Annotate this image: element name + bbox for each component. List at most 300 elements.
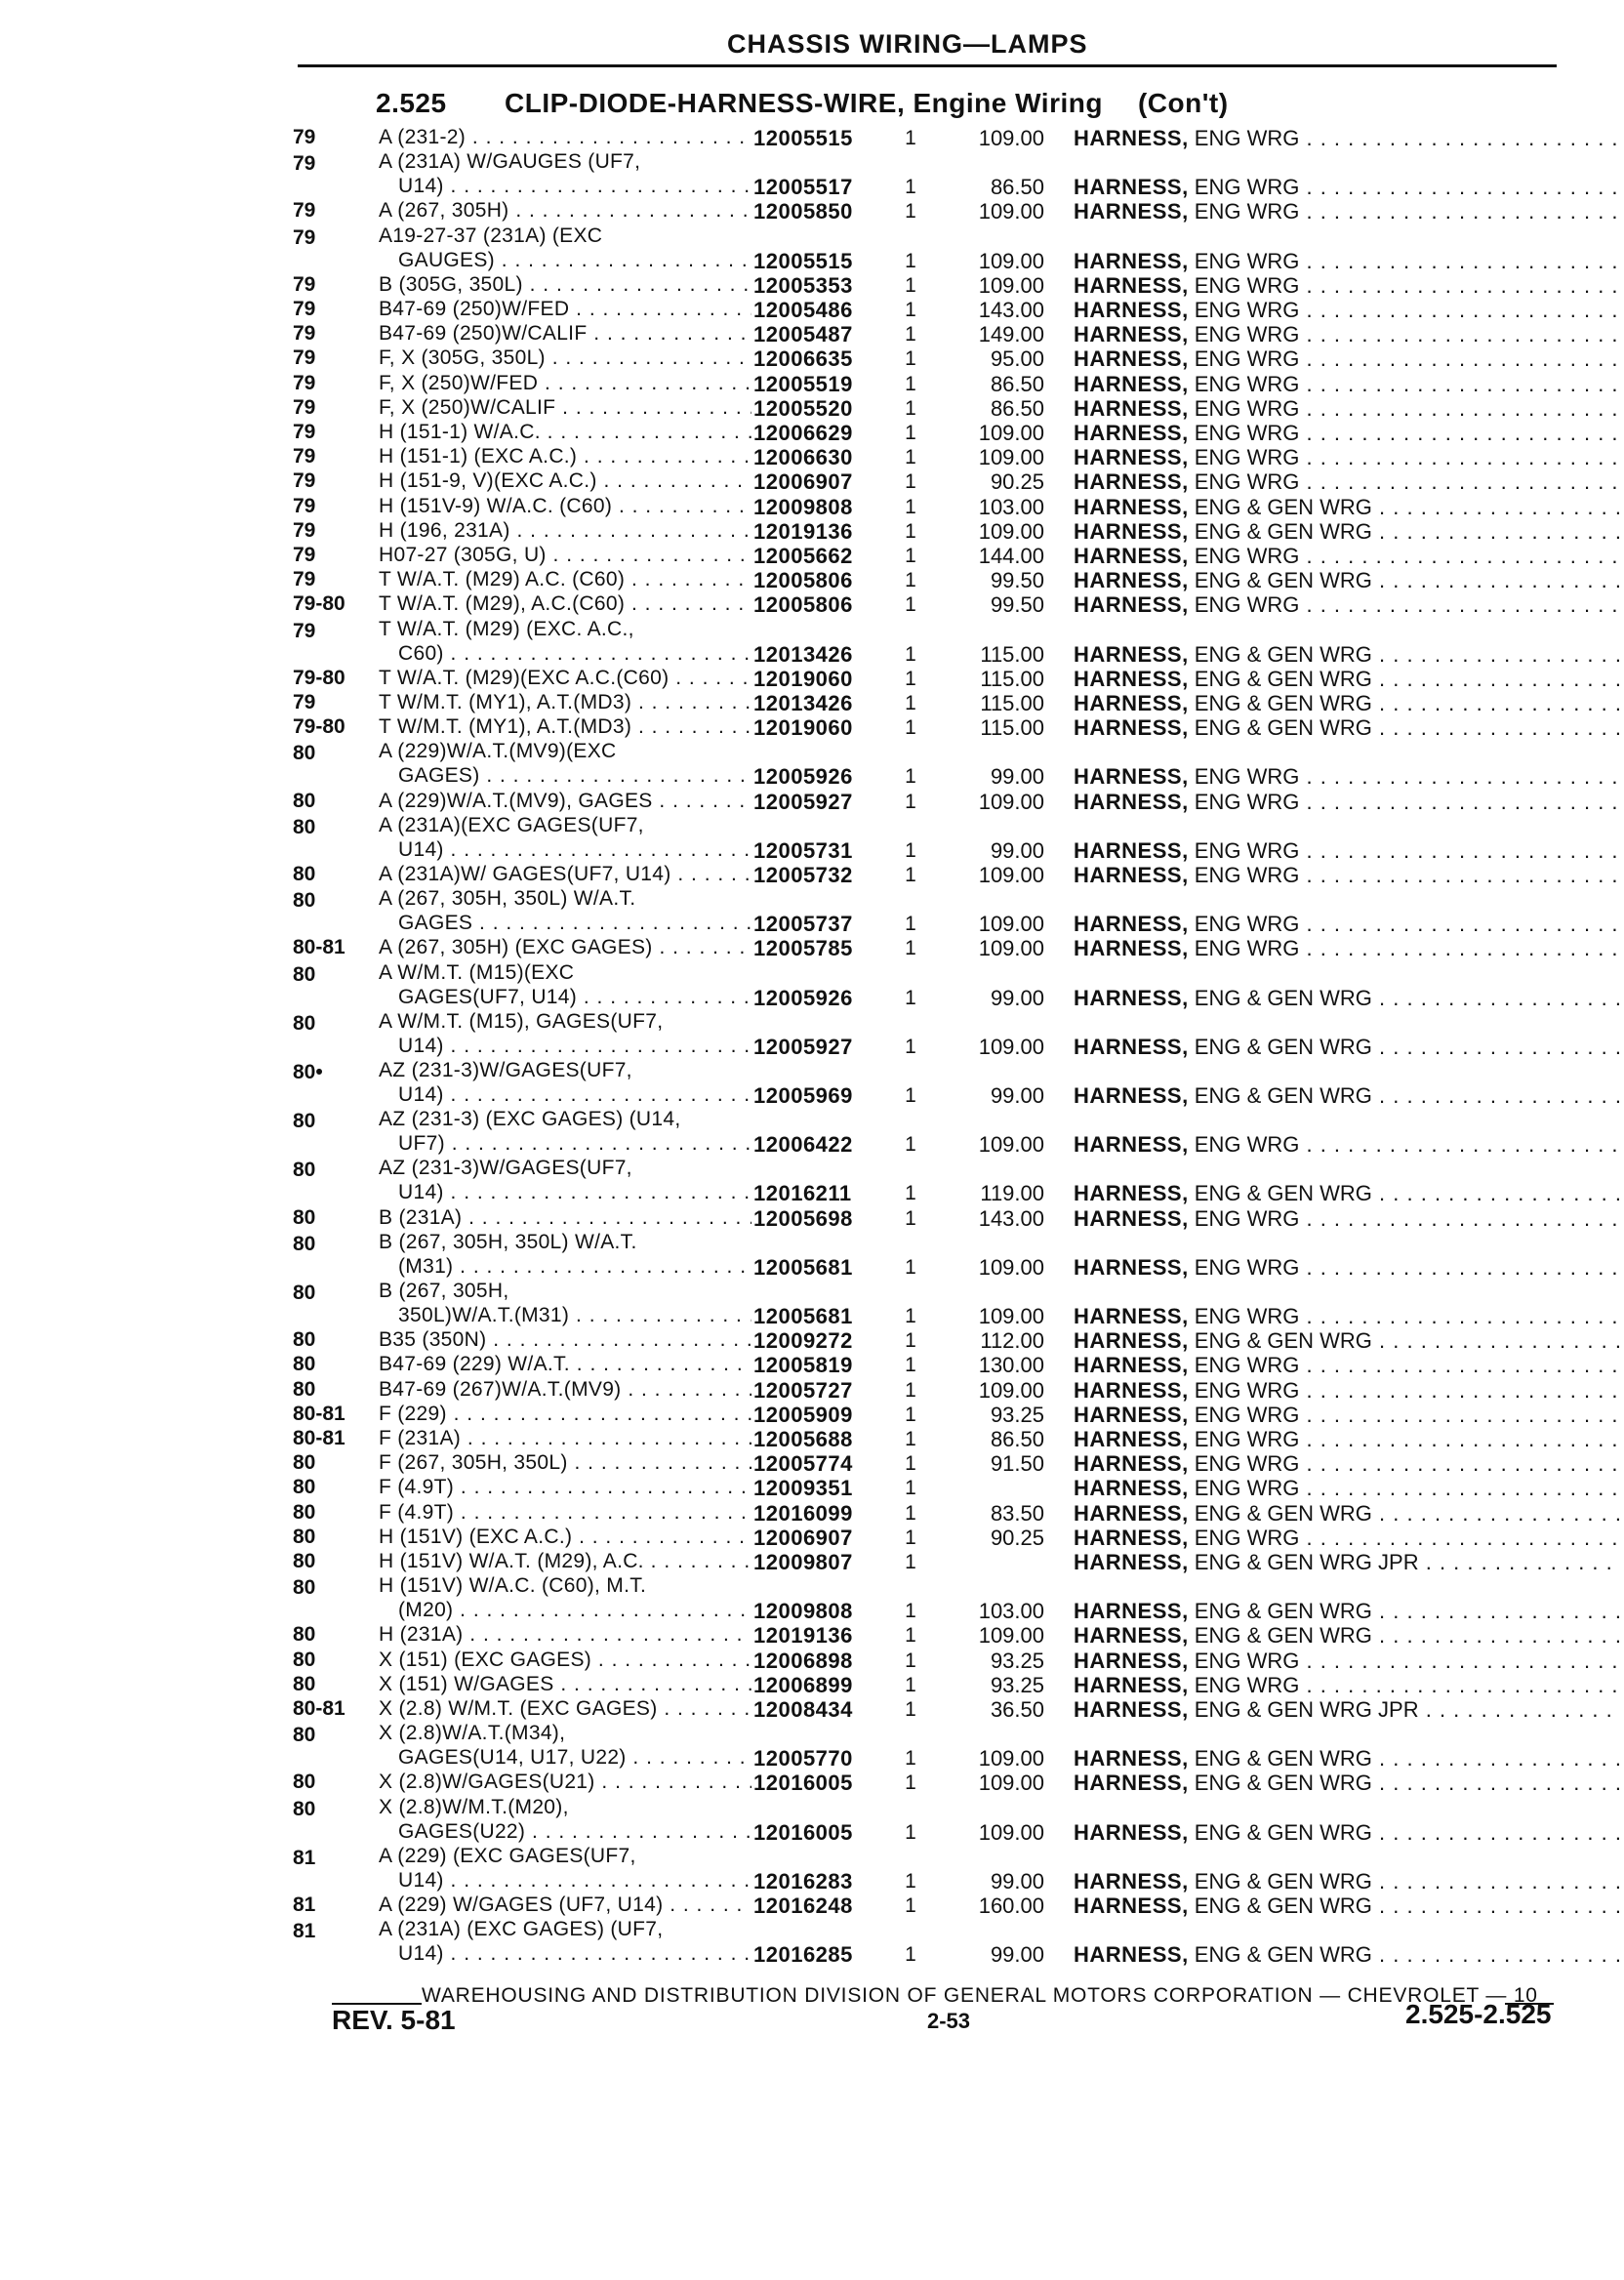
part-name xyxy=(1074,544,1620,568)
price: 109.00 xyxy=(978,272,1044,298)
part-name xyxy=(1074,1501,1620,1526)
application-description xyxy=(379,1573,751,1622)
price: 109.00 xyxy=(978,1623,1044,1649)
table-row xyxy=(293,1721,1581,1770)
quantity: 1 xyxy=(905,323,916,346)
table-row xyxy=(293,125,1581,149)
description-line: X (2.8) W/M.T. (EXC GAGES) . . . xyxy=(379,1696,751,1721)
description-line: U14) . . . xyxy=(379,1082,751,1107)
part-number: 12006899 xyxy=(753,1672,853,1697)
part-name-rest: ENG & GEN WRG . . . xyxy=(1189,1501,1620,1526)
price: 86.50 xyxy=(990,175,1044,200)
application-description xyxy=(379,739,751,788)
part-name xyxy=(1074,863,1620,887)
part-name xyxy=(1074,936,1620,960)
application-description xyxy=(379,1450,751,1475)
part-name-rest: ENG WRG . . . xyxy=(1189,544,1620,568)
application-description xyxy=(379,1893,751,1917)
part-name-bold: HARNESS, xyxy=(1074,395,1189,421)
part-name-rest: ENG & GEN WRG . . . xyxy=(1189,1623,1620,1648)
part-name-bold: HARNESS, xyxy=(1074,1942,1189,1968)
application-description xyxy=(379,567,751,591)
description-line: T W/A.T. (M29) (EXC. A.C., xyxy=(379,617,634,640)
part-number: 12005850 xyxy=(753,199,853,224)
part-name-bold: HARNESS, xyxy=(1074,1083,1189,1108)
table-row xyxy=(293,1230,1581,1279)
part-number: 12005486 xyxy=(753,298,853,322)
quantity: 1 xyxy=(905,545,916,567)
part-name xyxy=(1074,1255,1620,1280)
part-name-bold: HARNESS, xyxy=(1074,666,1189,691)
part-name-rest: ENG WRG . . . xyxy=(1189,298,1620,322)
part-number: 12013426 xyxy=(753,641,853,667)
application-description xyxy=(379,935,751,959)
price: 99.00 xyxy=(990,1083,1044,1108)
part-name xyxy=(1074,1673,1620,1697)
table-row xyxy=(293,198,1581,223)
model-year: 80 xyxy=(293,789,316,812)
price: 99.00 xyxy=(990,764,1044,790)
model-year: 79 xyxy=(293,445,316,468)
application-description xyxy=(379,1377,751,1402)
application-description xyxy=(379,1648,751,1672)
part-name-bold: HARNESS, xyxy=(1074,1427,1189,1451)
part-name xyxy=(1074,1427,1620,1451)
description-line: A (267, 305H, 350L) W/A.T. xyxy=(379,887,636,911)
part-name xyxy=(1074,346,1620,371)
price: 115.00 xyxy=(980,715,1044,741)
part-name xyxy=(1074,1942,1620,1967)
description-line: X (2.8)W/M.T.(M20), xyxy=(379,1795,569,1818)
part-name-rest: ENG WRG . . . xyxy=(1189,1649,1620,1673)
description-line: B (305G, 350L) . . . xyxy=(379,272,751,297)
price: 93.25 xyxy=(990,1402,1044,1427)
part-name xyxy=(1074,1304,1620,1328)
application-description xyxy=(379,1352,751,1376)
quantity: 1 xyxy=(905,1673,916,1696)
description-line: X (2.8)W/A.T.(M34), xyxy=(379,1722,566,1745)
description-line: A (231A)(EXC GAGES(UF7, xyxy=(379,813,644,836)
model-year: 80-81 xyxy=(293,1697,345,1720)
model-year: 79 xyxy=(293,469,316,493)
model-year: 80 xyxy=(293,1724,316,1747)
part-name xyxy=(1074,1746,1620,1771)
model-year: 79 xyxy=(293,494,316,517)
price: 99.50 xyxy=(990,592,1044,618)
table-row xyxy=(293,1525,1581,1549)
quantity: 1 xyxy=(905,1305,916,1327)
part-name-bold: HARNESS, xyxy=(1074,715,1189,741)
part-number: 12005927 xyxy=(753,789,853,814)
description-line: GAGES . . . xyxy=(379,911,751,935)
table-row xyxy=(293,1573,1581,1622)
part-name-bold: HARNESS, xyxy=(1074,1868,1189,1893)
table-row xyxy=(293,1279,1581,1327)
application-description xyxy=(379,1402,751,1426)
part-name-rest: ENG WRG . . . xyxy=(1189,1206,1620,1231)
price: 109.00 xyxy=(978,126,1044,150)
part-name xyxy=(1074,1649,1620,1673)
part-name-rest: ENG WRG . . . xyxy=(1189,372,1620,396)
part-name xyxy=(1074,1403,1620,1427)
application-description xyxy=(379,468,751,493)
price: 90.25 xyxy=(990,469,1044,495)
table-row xyxy=(293,960,1581,1009)
part-number: 12005806 xyxy=(753,568,853,593)
part-name-bold: HARNESS, xyxy=(1074,568,1189,593)
part-number: 12005727 xyxy=(753,1377,853,1403)
model-year: 80• xyxy=(293,1061,323,1083)
table-row xyxy=(293,395,1581,420)
application-description xyxy=(379,125,751,149)
part-name xyxy=(1074,715,1620,740)
part-number: 12005927 xyxy=(753,1034,853,1059)
part-number: 12005519 xyxy=(753,371,853,396)
part-name-rest: ENG & GEN WRG . . . xyxy=(1189,568,1620,592)
table-row xyxy=(293,297,1581,321)
application-description xyxy=(379,886,751,935)
price: 130.00 xyxy=(978,1353,1044,1378)
quantity: 1 xyxy=(905,176,916,199)
description-line: A (229)W/A.T.(MV9)(EXC xyxy=(379,740,617,763)
part-name-bold: HARNESS, xyxy=(1074,421,1189,445)
table-row xyxy=(293,346,1581,370)
table-row xyxy=(293,886,1581,935)
description-line: T W/A.T. (M29)(EXC A.C.(C60) . . . xyxy=(379,666,751,690)
quantity: 1 xyxy=(905,1649,916,1672)
part-name xyxy=(1074,592,1620,617)
quantity: 1 xyxy=(905,1403,916,1426)
quantity: 1 xyxy=(905,495,916,518)
part-name xyxy=(1074,469,1620,494)
part-name-rest: ENG WRG . . . xyxy=(1189,1132,1620,1157)
part-name xyxy=(1074,1550,1620,1574)
model-year: 79 xyxy=(293,225,316,249)
part-name xyxy=(1074,273,1620,298)
part-name-rest: ENG WRG . . . xyxy=(1189,863,1620,887)
application-description xyxy=(379,1058,751,1107)
description-line: F (231A) . . . xyxy=(379,1426,751,1450)
part-name-bold: HARNESS, xyxy=(1074,1132,1189,1158)
table-row xyxy=(293,1058,1581,1107)
part-number: 12016283 xyxy=(753,1868,853,1893)
part-name-bold: HARNESS, xyxy=(1074,1476,1189,1501)
table-row xyxy=(293,494,1581,518)
table-row xyxy=(293,371,1581,395)
part-number: 12006635 xyxy=(753,346,853,372)
model-year: 80 xyxy=(293,1797,316,1820)
description-line: A19-27-37 (231A) (EXC xyxy=(379,224,603,247)
price: 115.00 xyxy=(980,641,1044,667)
model-year: 80 xyxy=(293,863,316,885)
application-description xyxy=(379,789,751,813)
price: 109.00 xyxy=(978,1819,1044,1845)
quantity: 1 xyxy=(905,1354,916,1377)
application-description xyxy=(379,321,751,346)
table-row xyxy=(293,1009,1581,1058)
part-name xyxy=(1074,1697,1620,1722)
price: 109.00 xyxy=(978,1746,1044,1771)
price: 83.50 xyxy=(990,1500,1044,1526)
part-name-rest: ENG & GEN WRG . . . xyxy=(1189,642,1620,667)
description-line: U14) . . . xyxy=(379,174,751,198)
part-name-bold: HARNESS, xyxy=(1074,1254,1189,1280)
part-name-bold: HARNESS, xyxy=(1074,691,1189,715)
price: 109.00 xyxy=(978,1132,1044,1158)
quantity: 1 xyxy=(905,692,916,714)
application-description xyxy=(379,1549,751,1573)
part-name-bold: HARNESS, xyxy=(1074,1034,1189,1059)
description-line: F (267, 305H, 350L) . . . xyxy=(379,1450,751,1475)
part-number: 12005732 xyxy=(753,863,853,887)
table-row xyxy=(293,714,1581,739)
application-description xyxy=(379,1107,751,1156)
part-name xyxy=(1074,1132,1620,1157)
table-row xyxy=(293,1377,1581,1402)
quantity: 1 xyxy=(905,249,916,272)
part-number: 12005520 xyxy=(753,395,853,421)
table-row xyxy=(293,1156,1581,1204)
application-description xyxy=(379,420,751,444)
part-name-rest: ENG & GEN WRG . . . xyxy=(1189,1771,1620,1795)
part-name-bold: HARNESS, xyxy=(1074,494,1189,519)
table-row xyxy=(293,1450,1581,1475)
part-name-rest: ENG WRG . . . xyxy=(1189,445,1620,469)
part-number: 12009808 xyxy=(753,1599,853,1624)
part-number: 12019060 xyxy=(753,666,853,691)
part-number: 12009807 xyxy=(753,1550,853,1574)
part-number: 12005731 xyxy=(753,837,853,863)
table-row xyxy=(293,543,1581,567)
part-name-bold: HARNESS, xyxy=(1074,1181,1189,1206)
quantity: 1 xyxy=(905,913,916,936)
part-name-bold: HARNESS, xyxy=(1074,518,1189,544)
quantity: 1 xyxy=(905,519,916,543)
part-name xyxy=(1074,126,1620,150)
part-name-bold: HARNESS, xyxy=(1074,837,1189,863)
model-year: 80-81 xyxy=(293,1427,345,1449)
model-year: 80 xyxy=(293,815,316,838)
quantity: 1 xyxy=(905,642,916,666)
application-description xyxy=(379,224,751,272)
quantity: 1 xyxy=(905,1771,916,1795)
quantity: 1 xyxy=(905,273,916,297)
model-year: 80 xyxy=(293,1011,316,1035)
description-line: A (231A)W/ GAGES(UF7, U14) . . . xyxy=(379,862,751,886)
part-number: 12005517 xyxy=(753,175,853,200)
quantity: 1 xyxy=(905,1133,916,1157)
part-name-bold: HARNESS, xyxy=(1074,1746,1189,1771)
part-name xyxy=(1074,1328,1620,1353)
part-name-bold: HARNESS, xyxy=(1074,248,1189,273)
part-name-bold: HARNESS, xyxy=(1074,863,1189,887)
price: 149.00 xyxy=(978,322,1044,347)
description-line: A W/M.T. (M15)(EXC xyxy=(379,960,575,984)
part-number: 12016211 xyxy=(753,1181,852,1206)
model-year: 79 xyxy=(293,395,316,419)
model-year: 80 xyxy=(293,1328,316,1352)
application-description xyxy=(379,862,751,886)
description-line: H (151V-9) W/A.C. (C60) . . . xyxy=(379,494,751,518)
part-name-bold: HARNESS, xyxy=(1074,764,1189,790)
description-line: (M31) . . . xyxy=(379,1254,751,1279)
part-name-rest: ENG & GEN WRG . . . xyxy=(1189,1181,1620,1205)
description-line: A (267, 305H) . . . xyxy=(379,198,751,223)
application-description xyxy=(379,1622,751,1647)
price: 36.50 xyxy=(990,1697,1044,1722)
table-row xyxy=(293,1475,1581,1499)
part-name-bold: HARNESS, xyxy=(1074,641,1189,667)
quantity: 1 xyxy=(905,1477,916,1500)
model-year: 80 xyxy=(293,1353,316,1376)
part-name xyxy=(1074,642,1620,667)
quantity: 1 xyxy=(905,1551,916,1573)
part-name-bold: HARNESS, xyxy=(1074,789,1189,814)
part-number: 12005926 xyxy=(753,985,853,1010)
price: 109.00 xyxy=(978,912,1044,937)
model-year: 80 xyxy=(293,1672,316,1695)
table-row xyxy=(293,149,1581,198)
description-line: H (151V) W/A.C. (C60), M.T. xyxy=(379,1574,647,1598)
application-description xyxy=(379,543,751,567)
part-name-bold: HARNESS, xyxy=(1074,1328,1189,1354)
part-number: 12019136 xyxy=(753,1623,853,1649)
table-row xyxy=(293,518,1581,543)
part-name-rest: ENG WRG . . . xyxy=(1189,790,1620,814)
price: 109.00 xyxy=(978,1377,1044,1403)
part-name-rest: ENG & GEN WRG . . . xyxy=(1189,715,1620,740)
table-row xyxy=(293,591,1581,616)
section-number: 2.525 xyxy=(376,88,447,118)
part-number: 12009351 xyxy=(753,1476,853,1501)
part-name-rest: ENG & GEN WRG JPR . . . xyxy=(1189,1550,1620,1574)
part-number: 12005487 xyxy=(753,322,853,347)
price: 99.00 xyxy=(990,1868,1044,1893)
header-rule xyxy=(298,64,1557,67)
quantity: 1 xyxy=(905,1698,916,1721)
part-name-rest: ENG WRG . . . xyxy=(1189,175,1620,199)
part-name-bold: HARNESS, xyxy=(1074,1304,1189,1328)
application-description xyxy=(379,813,751,862)
model-year: 80 xyxy=(293,1159,316,1182)
quantity: 1 xyxy=(905,986,916,1009)
part-name-rest: ENG & GEN WRG JPR . . . xyxy=(1189,1697,1620,1722)
description-line: B (267, 305H, xyxy=(379,1280,509,1302)
part-number: 12005785 xyxy=(753,936,853,961)
part-name-bold: HARNESS, xyxy=(1074,1623,1189,1649)
part-number: 12016099 xyxy=(753,1500,853,1526)
part-name xyxy=(1074,421,1620,445)
part-number: 12016248 xyxy=(753,1893,853,1918)
price: 109.00 xyxy=(978,421,1044,445)
price: 115.00 xyxy=(980,691,1044,715)
price: 109.00 xyxy=(978,199,1044,224)
description-line: H (231A) . . . xyxy=(379,1622,751,1647)
price: 99.00 xyxy=(990,1942,1044,1968)
price: 109.00 xyxy=(978,518,1044,544)
description-line: 350L)W/A.T.(M31) . . . xyxy=(379,1303,751,1327)
application-description xyxy=(379,1327,751,1352)
price: 103.00 xyxy=(978,494,1044,519)
quantity: 1 xyxy=(905,1600,916,1623)
table-row xyxy=(293,1327,1581,1352)
part-name-rest: ENG WRG . . . xyxy=(1189,1304,1620,1328)
model-year: 80 xyxy=(293,889,316,913)
model-year: 80 xyxy=(293,1771,316,1794)
quantity: 1 xyxy=(905,569,916,592)
part-name-rest: ENG & GEN WRG . . . xyxy=(1189,986,1620,1010)
part-name-bold: HARNESS, xyxy=(1074,912,1189,937)
part-name xyxy=(1074,764,1620,789)
description-line: A (231A) W/GAUGES (UF7, xyxy=(379,150,641,174)
part-number: 12006629 xyxy=(753,421,853,445)
table-row xyxy=(293,272,1581,297)
part-name-bold: HARNESS, xyxy=(1074,1205,1189,1231)
quantity: 1 xyxy=(905,1329,916,1353)
description-line: T W/M.T. (MY1), A.T.(MD3) . . . xyxy=(379,690,751,714)
part-name-rest: ENG & GEN WRG . . . xyxy=(1189,519,1620,544)
model-year: 81 xyxy=(293,1846,316,1869)
description-line: A (229) (EXC GAGES(UF7, xyxy=(379,1844,636,1867)
price: 99.00 xyxy=(990,837,1044,863)
model-year: 79 xyxy=(293,199,316,223)
part-name xyxy=(1074,1353,1620,1377)
application-description xyxy=(379,1525,751,1549)
part-number: 12006898 xyxy=(753,1648,853,1673)
description-line: GAGES(UF7, U14) . . . xyxy=(379,985,751,1009)
table-row xyxy=(293,1500,1581,1525)
part-name-bold: HARNESS, xyxy=(1074,1402,1189,1427)
application-description xyxy=(379,1009,751,1058)
price: 103.00 xyxy=(978,1599,1044,1624)
part-name-rest: ENG & GEN WRG . . . xyxy=(1189,1893,1620,1918)
description-line: A W/M.T. (M15), GAGES(UF7, xyxy=(379,1009,664,1033)
model-year: 80 xyxy=(293,742,316,765)
price: 99.50 xyxy=(990,568,1044,593)
price: 90.25 xyxy=(990,1525,1044,1550)
description-line: F (229) . . . xyxy=(379,1402,751,1426)
model-year: 80 xyxy=(293,1451,316,1475)
part-name-rest: ENG WRG . . . xyxy=(1189,1403,1620,1427)
quantity: 1 xyxy=(905,372,916,395)
quantity: 1 xyxy=(905,593,916,617)
part-number: 12016005 xyxy=(753,1819,853,1845)
description-line: C60) . . . xyxy=(379,641,751,666)
part-number: 12005926 xyxy=(753,764,853,790)
model-year: 79-80 xyxy=(293,715,345,739)
table-row xyxy=(293,1770,1581,1794)
description-line: A (231-2) . . . xyxy=(379,125,751,149)
part-number: 12005806 xyxy=(753,592,853,618)
part-name-bold: HARNESS, xyxy=(1074,175,1189,200)
description-line: H (151V) W/A.T. (M29), A.C. . . . xyxy=(379,1549,751,1573)
part-number: 12005515 xyxy=(753,126,853,150)
price: 109.00 xyxy=(978,445,1044,470)
part-name xyxy=(1074,445,1620,469)
description-line: H (151-9, V)(EXC A.C.) . . . xyxy=(379,468,751,493)
part-name-bold: HARNESS, xyxy=(1074,1525,1189,1550)
model-year: 79 xyxy=(293,691,316,713)
part-name-bold: HARNESS, xyxy=(1074,544,1189,568)
quantity: 1 xyxy=(905,1206,916,1230)
part-name-bold: HARNESS, xyxy=(1074,592,1189,618)
price: 93.25 xyxy=(990,1648,1044,1673)
application-description xyxy=(379,346,751,370)
description-line: A (267, 305H) (EXC GAGES) . . . xyxy=(379,935,751,959)
table-row xyxy=(293,617,1581,666)
part-number: 12005688 xyxy=(753,1427,853,1451)
part-name xyxy=(1074,372,1620,396)
